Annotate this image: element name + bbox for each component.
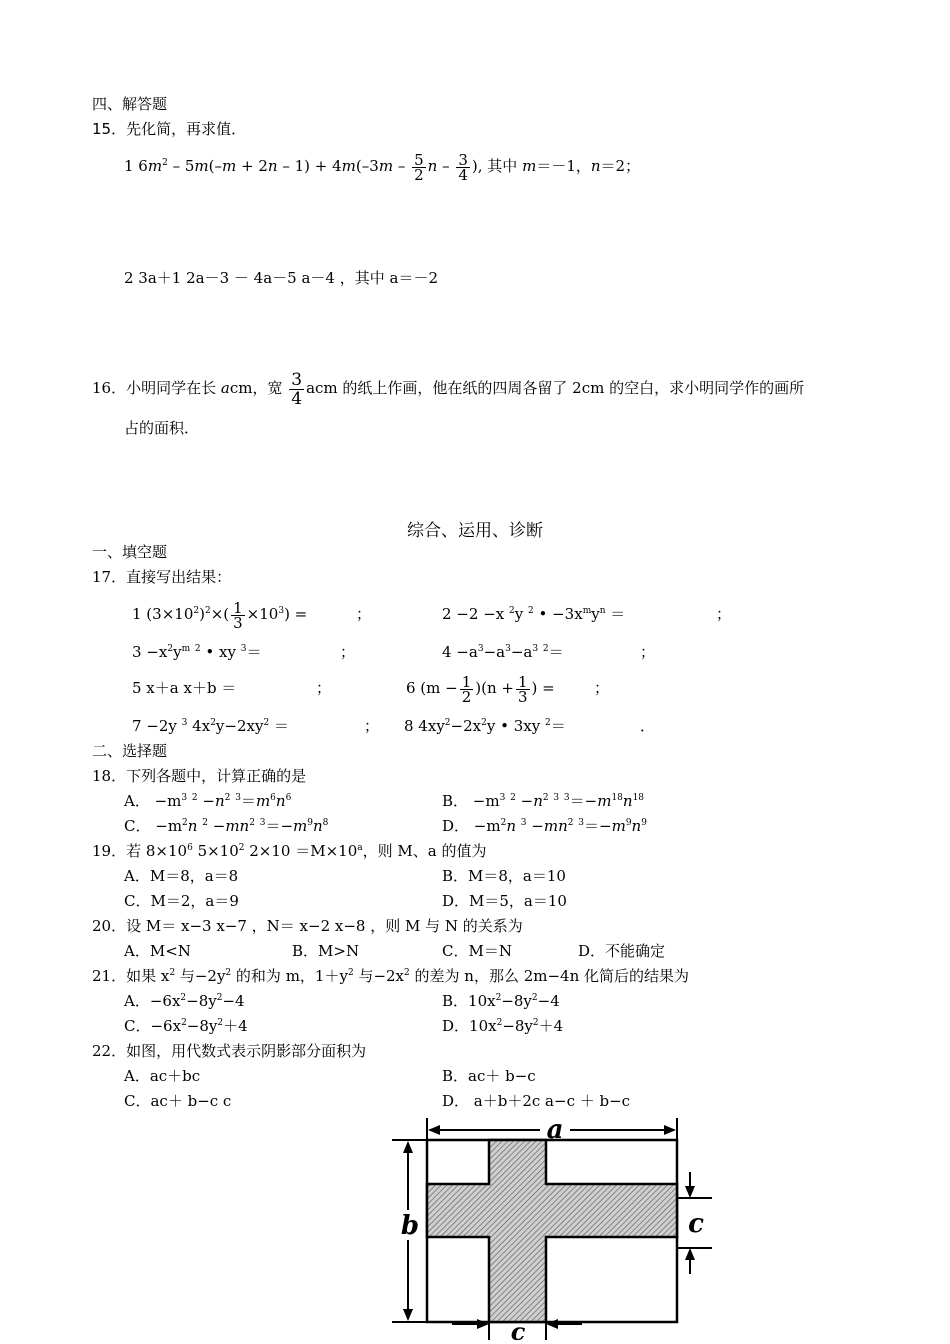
fraction: $\frac{5}{2}$ [414,150,424,184]
q22-option-d: D． a＋b＋2c a−c ＋ b−c [442,1092,631,1110]
q19-option-d: D．M＝5，a＝10 [442,892,567,910]
semicolon: ； [364,717,380,735]
q21-option-b: B．$10x^2-8y^2-4$ [442,992,560,1010]
semicolon: ； [594,679,610,697]
fraction: $\frac{1}{2}$ [461,672,472,706]
q17-item5: 5 x＋a x＋b ＝ [132,679,237,697]
q17-item6: 6 (m − $\frac{1}{2}$ )(n + $\frac{1}{3}$ ) = [406,672,555,706]
q18-option-b: B． $-m^3$ $^2 -n^2$ $^3$ $^3=-m^{18}n^{18}$ [442,792,645,810]
q17-item4: $4 -a^3-a^3-a^3$ $^2$＝ [442,643,564,661]
q22-option-c: C．ac＋ b−c c [124,1092,232,1110]
question-15 [92,119,246,139]
q18-option-c: C． $-m^2n$ $^2 -mn^2$ $^3=-m^9n^8$ [124,817,329,835]
question-16: 16．小明同学在长 acm，宽 $\frac{3}{4}$ acm 的纸上作画，他在纸的四周各留了 2cm 的空白，求小明同学作的画所 [92,369,805,409]
fraction: $\frac{3}{4}$ [291,369,303,409]
q20-option-d: D．不能确定 [578,942,666,960]
period: ． [640,717,656,735]
question-20: 20．设 M＝ x−3 x−7 ，N＝ x−2 x−8 ，则 M 与 N 的关系为 [92,917,523,935]
q19-option-a: A．M＝8，a＝8 [124,867,239,885]
q15-part1: 1 $6m^2 - 5m(-m + 2n - 1) + 4m(-3m$ – $\frac{5}{2}$ n – $\frac{3}{4}$ ), 其中 m＝－1，n＝2； [124,150,641,184]
question-text: 先化简，再求值． [126,120,247,138]
q17-item1: 1 $(3\times 10^2)^2\times$( $\frac{1}{3}$ $\times 10^3$) = [132,598,308,632]
question-17: 17．直接写出结果： [92,568,232,586]
q22-option-a: A．ac＋bc [124,1067,201,1085]
semicolon: ； [356,605,372,623]
fraction: $\frac{1}{3}$ [518,672,528,706]
q17-item3: $3 -x^2y^m$ $^2$ • xy $^3$＝ [132,643,262,661]
label-c-right: c [688,1209,704,1239]
section-heading-answer: 四、解答题 [92,95,168,113]
q19-option-c: C．M＝2，a＝9 [124,892,239,910]
semicolon: ； [316,679,332,697]
q21-option-d: D．$10x^2-8y^2+4$ [442,1017,564,1035]
semicolon: ； [340,643,356,661]
question-22: 22．如图，用代数式表示阴影部分面积为 [92,1042,367,1060]
q18-option-d: D． $-m^2n$ $^3 -mn^2$ $^3=-m^9n^9$ [442,817,647,835]
label-c-bottom: c [510,1317,526,1340]
q20-option-b: B．M>N [292,942,360,960]
q17-item8: 8 $4xy^2-2x^2y$ • 3xy $^2$＝ [404,717,566,735]
semicolon: ； [640,643,656,661]
fraction: $\frac{3}{4}$ [458,150,468,184]
semicolon: ； [716,605,732,623]
question-16-line2: 占的面积． [124,419,200,437]
q19-option-b: B．M＝8，a＝10 [442,867,566,885]
q21-option-a: A．$-6x^2-8y^2-4$ [124,992,245,1010]
q22-option-b: B．ac＋ b−c [442,1067,536,1085]
question-18: 18．下列各题中，计算正确的是 [92,767,307,785]
section-heading-fill: 一、填空题 [92,543,168,561]
q20-option-a: A．M<N [124,942,191,960]
q18-option-a: A． $-m^3$ $^2 -n^2$ $^3=m^6n^6$ [124,792,292,810]
label-b: b [400,1211,420,1241]
question-number: 15． [92,120,127,138]
label-a: a [546,1115,564,1145]
cross-shaded-figure [380,1110,720,1340]
section-heading-choice: 二、选择题 [92,742,168,760]
fraction: $\frac{1}{3}$ [233,598,243,632]
section-title: 综合、运用、诊断 [407,521,543,541]
question-21: 21．如果 $x^2$ 与$-2y^2$ 的和为 m，$1+y^2$ 与$-2x^2$ 的差为 n，那么 2m−4n 化简后的结果为 [92,967,690,985]
q17-item7: 7 −2y $^3$ $4x^2y-2xy^2$ ＝ [132,717,289,735]
question-19: 19．若 $8\times 10^6$ $5\times 10^2$ $2\times 10 =M\times 10^a$，则 M、a 的值为 [92,842,487,860]
q17-item2: 2 −2 −x $^2$y $^2$ • $-3x^my^n$ ＝ [442,605,626,623]
q15-part2: 2 3a＋1 2a－3 － 4a－5 a－4 ，其中 a＝－2 [124,269,438,287]
q20-option-c: C．M＝N [442,942,512,960]
q21-option-c: C．$-6x^2-8y^2+4$ [124,1017,248,1035]
